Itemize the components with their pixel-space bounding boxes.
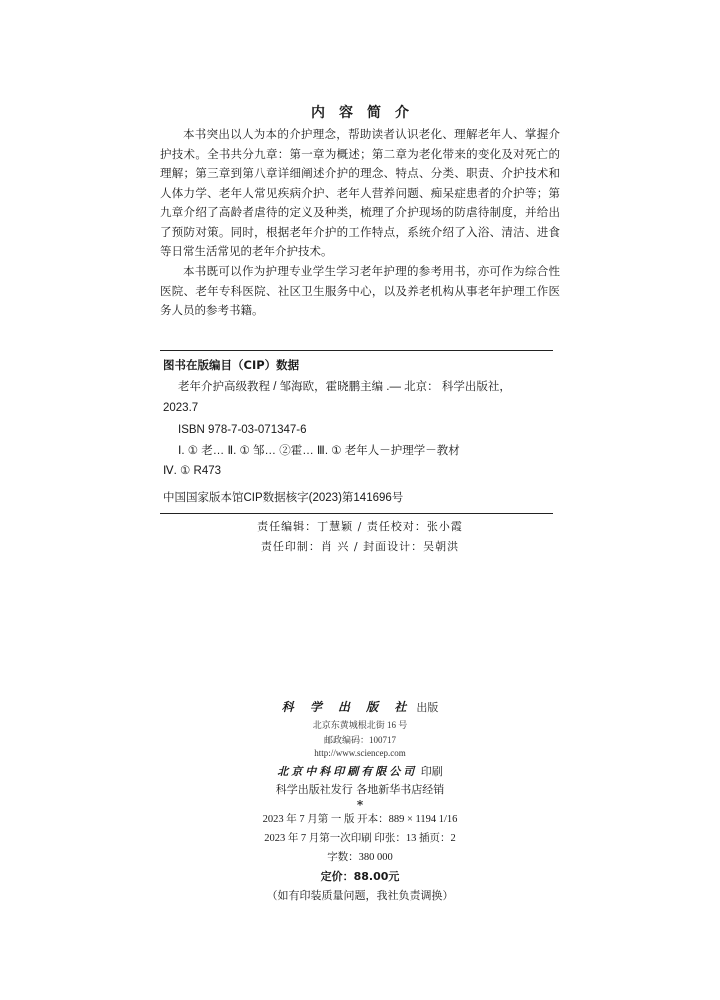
cip-classification-2: Ⅳ. ① R473 [163, 465, 221, 477]
word-count: 字数：380 000 [327, 852, 393, 863]
printer-verb: 印刷 [420, 765, 443, 778]
quality-note: （如有印装质量问题，我社负责调换） [266, 889, 454, 902]
editor-credits: 责任编辑：丁慧颖 / 责任校对：张小霞 [257, 520, 463, 533]
cip-record-number: 中国国家版本馆CIP数据核字(2023)第141696号 [163, 492, 404, 504]
distribution-line: 科学出版社发行 各地新华书店经销 [275, 783, 445, 796]
price: 定价：88.00元 [320, 870, 400, 883]
cip-title-line: 老年介护高级教程 / 邹海欧，霍晓鹏主编 .— 北京： 科学出版社， [178, 381, 511, 393]
cip-date-line: 2023.7 [163, 402, 199, 414]
page-title: 内容简介 [311, 105, 423, 121]
summary-paragraph-2: 本书既可以作为护理专业学生学习老年护理的参考用书，亦可作为综合性医院、老年专科医院、社区卫生服务中心，以及养老机构从事老年护理工作医务人员的参考书籍。 [160, 264, 560, 317]
publisher-zip: 邮政编码：100717 [323, 735, 396, 745]
printing-line: 2023 年 7 月第一次印刷 印张：13 插页：2 [264, 833, 456, 844]
printer-name: 北京中科印刷有限公司 [277, 765, 418, 778]
publisher-verb: 出版 [416, 701, 439, 714]
publisher-name: 科 学 出 版 社 [281, 700, 413, 714]
printer-line [0, 763, 720, 779]
cip-top-divider [160, 350, 553, 351]
separator-star: * [356, 798, 364, 812]
publisher-address: 北京东黄城根北街 16 号 [312, 720, 408, 730]
summary-paragraph-1: 本书突出以人为本的介护理念，帮助读者认识老化、理解老年人、掌握介护技术。全书共分九章：第一章为概述；第二章为老化带来的变化及对死亡的理解；第三章到第八章详细阐述介护的理念、特点、分类、职责、介护技术和人体力学、老年人常见疾病介护、老年人营养问题、痴呆症患者的介护等；第九章介绍了高龄者虐待的定义及种类，梳理了介护现场的防虐待制度，并给出了预防对策。同时，根据老年介护的工作特点，系统介绍了入浴、清洁、进食等日常生活常见的老年介护技术。 [160, 127, 560, 258]
edition-line: 2023 年 7 月第 一 版 开本：889 × 1194 1/16 [262, 814, 458, 825]
publisher-line [0, 698, 720, 715]
publisher-url: http://www.sciencep.com [314, 748, 406, 758]
cip-isbn: ISBN 978-7-03-071347-6 [178, 424, 307, 436]
cip-heading: 图书在版编目（CIP）数据 [163, 358, 300, 372]
cip-bottom-divider [160, 513, 553, 514]
cip-classification-1: Ⅰ. ① 老… Ⅱ. ① 邹… ②霍… Ⅲ. ① 老年人－护理学－教材 [178, 445, 460, 457]
production-credits: 责任印制：肖 兴 / 封面设计：吴朝洪 [260, 540, 460, 553]
